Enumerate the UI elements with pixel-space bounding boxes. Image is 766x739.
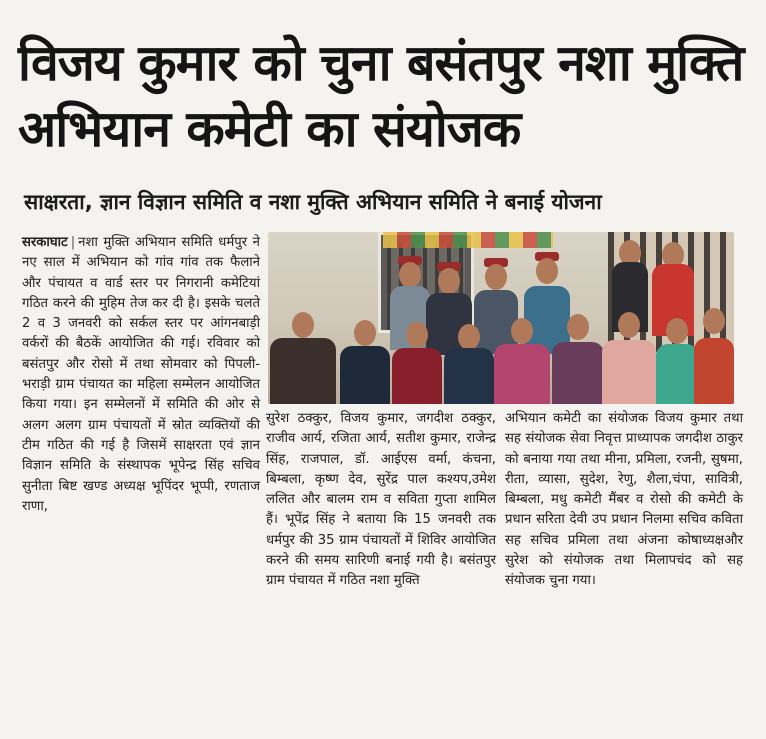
headline: विजय कुमार को चुना बसंतपुर नशा मुक्ति अभियान कमेटी का संयोजक [18,34,744,158]
article-column-2: सुरेश ठक्कुर, विजय कुमार, जगदीश ठक्कुर, राजीव आर्य, रजिता आर्य, सतीश कुमार, राजेन्द्र सिंह, राजपाल, डॉ. आईएस वर्मा, कंचना, बिम्बला, कृष्ण देव, सुरेंद्र पाल कश्यप,उमेश ललित और बालम राम व सविता गुप्ता शामिल हैं। भूपेंद्र सिंह ने बताया कि 15 जनवरी तक धर्मपुर की 35 ग्राम पंचायतों में शिविर आयोजित करने की समय सारिणी बनाई गयी है। बसंतपुर ग्राम पंचायत में गठित नशा मुक्ति [266,411,496,589]
article-column-1 [22,233,260,517]
photo-person [444,322,494,404]
subheadline: साक्षरता, ज्ञान विज्ञान समिति व नशा मुक्ति अभियान समिति ने बनाई योजना [24,190,602,214]
photo-person [270,308,336,404]
photo-person [340,318,390,404]
photo-person [694,306,734,404]
article-column-3: अभियान कमेटी का संयोजक विजय कुमार तथा सह संयोजक सेवा निवृत्त प्राध्यापक जगदीश ठाकुर को बनाया गया तथा मीना, प्रमिला, रजनी, सुषमा, रीता, व्यासा, सुदेश, रेणु, शैला,चंपा, सावित्री, बिम्बला, मधु कमेटी मैंबर व रोसो की कमेटी के प्रधान सरिता देवी उप प्रधान निलमा सचिव कविता सह सचिव प्रमिला तथा अंजना कोषाध्यक्षऔर सुरेश को संयोजक तथा मिलापचंद को सह संयोजक चुना गया। [505,411,743,589]
photo-person [656,316,698,404]
photo-person [552,312,604,404]
column-1-text: नशा मुक्ति अभियान समिति धर्मपुर ने नए साल में अभियान को गांव गांव तक फैलाने और पंचायत व वार्ड स्तर पर निगरानी कमेटियां गठित करने की मुहिम तेज कर दी है। इसके चलते 2 व 3 जनवरी को सर्कल स्तर पर आंगनबाड़ी वर्करों की बैठकें आयोजित की गई। रविवार को बसंतपुर और रोसो में तथा सोमवार को पिपली-भराड़ी ग्राम पंचायत का महिला सम्मेलन आयोजित किया गया। इन सम्मेलनों में समिति की ओर से अलग अलग ग्राम पंचायतों में स्रोत व्यक्तियों की टीम गठित की गई है जिसमें साक्षरता एवं ज्ञान विज्ञान समिति के संस्थापक भूपेन्द्र सिंह सचिव सुनीता बिष्ट खण्ड अध्यक्ष भूपिंदर भूप्पी, रणताज राणा, [22,235,260,514]
dateline-separator: | [70,235,76,250]
dateline: सरकाघाट [22,235,68,250]
photo-bunting [383,232,553,248]
photo-person [494,316,550,404]
photo-person [602,310,656,404]
group-photo [268,232,734,404]
photo-person [392,320,442,404]
